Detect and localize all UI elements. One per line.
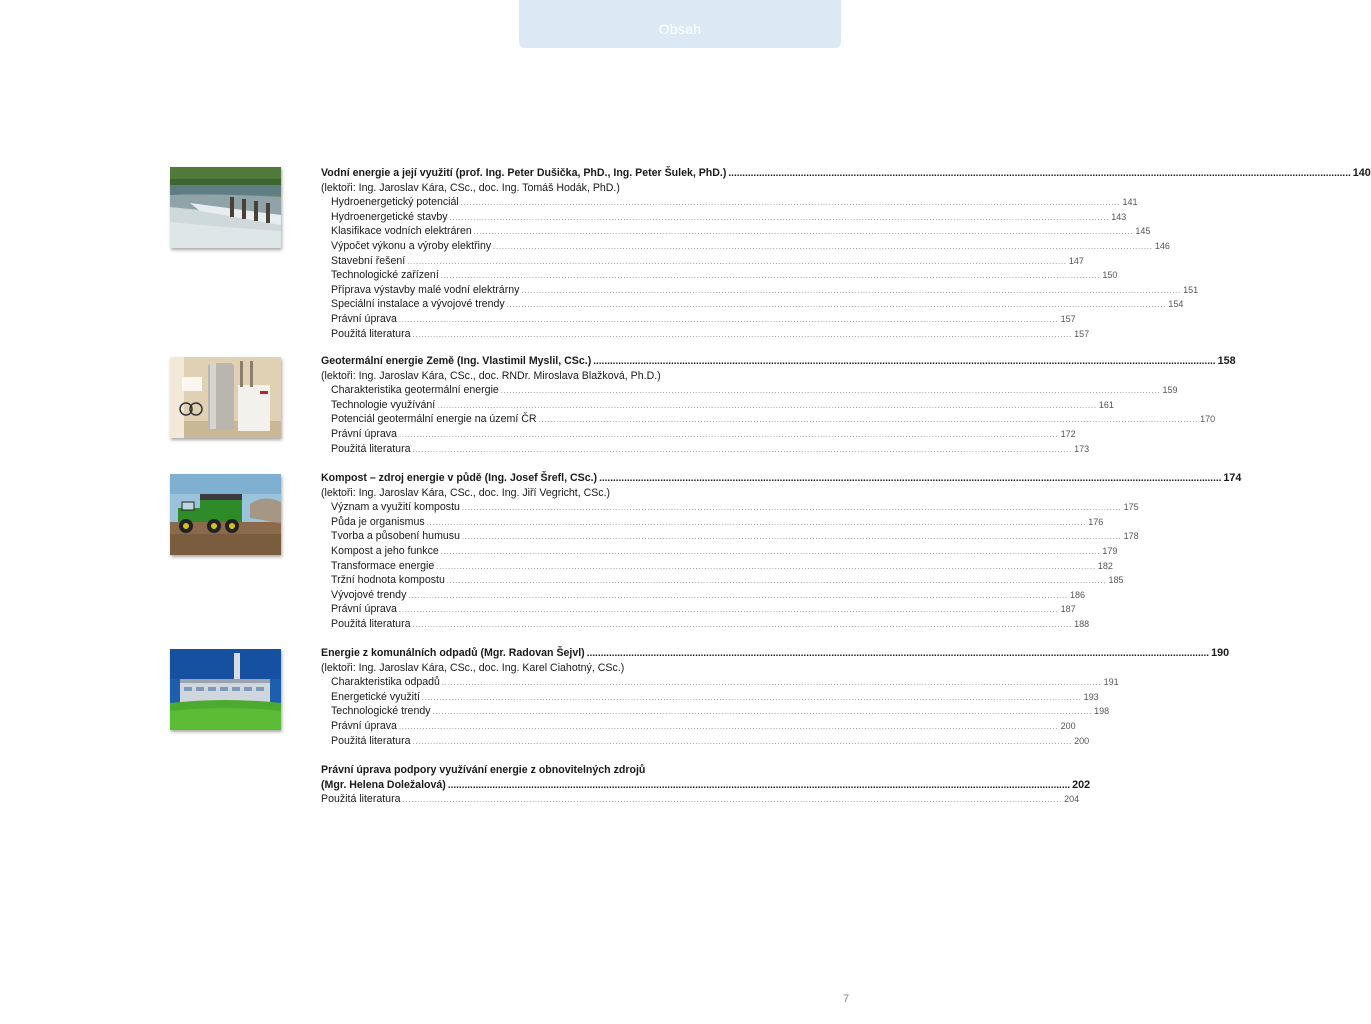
toc-item-label: Význam a využití kompostu (331, 501, 460, 514)
heat-pump-photo (170, 357, 281, 438)
toc-item-page: 141 (1122, 197, 1138, 208)
toc-item-page: 185 (1108, 575, 1124, 586)
incinerator-plant-photo (170, 649, 281, 730)
dot-leader: ................................................................................................................................................................................................................................ (421, 694, 1082, 702)
toc-entries (321, 354, 1236, 456)
header-tab (519, 0, 841, 48)
toc-item-label: Hydroenergetický potenciál (331, 196, 459, 209)
dot-leader: ................................................................................................................................................................................................................................ (440, 548, 1101, 556)
dot-leader: ................................................................................................................................................................................................................................ (521, 287, 1182, 295)
toc-item[interactable] (321, 704, 1110, 719)
toc-item-page: 200 (1074, 735, 1090, 746)
toc-item[interactable] (321, 675, 1119, 690)
toc-item[interactable] (321, 210, 1127, 225)
section-title-line2: (Mgr. Helena Doležalová) (321, 778, 446, 791)
section-lectors: (lektoři: Ing. Jaroslav Kára, CSc., doc. Ing. Karel Ciahotný, CSc.) (321, 661, 625, 674)
dot-leader: ................................................................................................................................................................................................................................ (412, 446, 1073, 454)
toc-item[interactable] (321, 239, 1170, 254)
dot-leader: ................................................................................................................................................................................................................................ (500, 388, 1161, 396)
toc-item-page: 146 (1154, 240, 1170, 251)
dot-leader: ................................................................................................................................................................................................................................ (493, 243, 1153, 251)
dot-leader: ................................................................................................................................................................................................................................ (426, 519, 1087, 527)
toc-item-page: 157 (1074, 328, 1090, 339)
toc-item[interactable] (321, 254, 1084, 269)
toc-entries (321, 166, 1371, 341)
toc-item-page: 159 (1162, 385, 1178, 396)
toc-item-page: 198 (1094, 706, 1110, 717)
toc-item-page: 170 (1200, 414, 1216, 425)
section-title-row[interactable] (321, 354, 1236, 369)
toc-item-label: Půda je organismus (331, 515, 425, 528)
toc-item-label: Technologické trendy (331, 705, 431, 718)
toc-item-label: Transformace energie (331, 559, 435, 572)
toc-item-label: Použitá literatura (331, 617, 411, 630)
dot-leader: ................................................................................................................................................................................................................................ (506, 302, 1167, 310)
toc-item-label: Energetické využití (331, 690, 420, 703)
dot-leader: ................................................................................................................................................................................................................................ (412, 738, 1073, 746)
toc-item[interactable] (321, 559, 1113, 574)
toc-entries (321, 763, 1091, 807)
dot-leader: ................................................................................................................................................................................................................................ (440, 273, 1101, 281)
toc-item-label: Technologické zařízení (331, 269, 439, 282)
toc-item[interactable] (321, 427, 1076, 442)
toc-item-page: 188 (1074, 618, 1090, 629)
toc-item-label: Použitá literatura (331, 327, 411, 340)
toc-item-label: Tržní hodnota kompostu (331, 574, 445, 587)
page-number: 7 (843, 993, 850, 1005)
dot-leader: ................................................................................................................................................................................................................................ (407, 258, 1067, 266)
toc-item-label: Výpočet výkonu a výroby elektřiny (331, 239, 492, 252)
toc-item[interactable] (321, 588, 1086, 603)
dot-leader: ................................................................................................................................................................................................................................ (436, 563, 1096, 571)
tractor-spreader-photo (170, 474, 281, 555)
toc-item[interactable] (321, 544, 1118, 559)
dot-leader: ................................................................................................................................................................................................................................ (437, 402, 1097, 410)
toc-item[interactable] (321, 719, 1076, 734)
toc-item[interactable] (321, 602, 1076, 617)
toc-item[interactable] (321, 617, 1090, 632)
dot-leader: ................................................................................................................................................................................................................................ (461, 505, 1122, 513)
toc-item-label: Právní úprava (331, 312, 397, 325)
toc-item[interactable] (321, 195, 1138, 210)
toc-item-label: Tvorba a působení humusu (331, 530, 460, 543)
toc-item-page: 176 (1088, 516, 1104, 527)
dot-leader: ................................................................................................................................................................................................................................ (402, 797, 1063, 805)
toc-item-label: Technologie využívání (331, 398, 436, 411)
toc-entries (321, 646, 1230, 748)
toc-item[interactable] (321, 224, 1151, 239)
toc-item[interactable] (321, 297, 1184, 312)
section-lectors: (lektoři: Ing. Jaroslav Kára, CSc., doc. RNDr. Miroslava Blažková, Ph.D.) (321, 369, 661, 382)
toc-item-label: Stavební řešení (331, 254, 406, 267)
section-title-row[interactable] (321, 646, 1230, 661)
toc-item-page: 191 (1103, 677, 1119, 688)
toc-item[interactable] (321, 268, 1118, 283)
toc-item[interactable] (321, 500, 1139, 515)
section-title: Vodní energie a její využití (prof. Ing. Peter Dušička, PhD., Ing. Peter Šulek, PhD.) (321, 167, 727, 179)
toc-item-page: 193 (1083, 691, 1099, 702)
toc-item-page: 173 (1074, 443, 1090, 454)
section-title-row[interactable] (321, 763, 836, 778)
section-page: 190 (1211, 647, 1230, 659)
dot-leader: ................................................................................................................................................................................................................................ (408, 592, 1069, 600)
section-title-row[interactable] (321, 166, 1371, 181)
dot-leader: ................................................................................................................................................................................................................................ (473, 229, 1134, 237)
dot-leader: ................................................................................................................................................................................................................................ (441, 680, 1102, 688)
dot-leader: ................................................................................................................................................................................................................................ (538, 417, 1199, 425)
dot-leader: ................................................................................................................................................................................................................................ (398, 431, 1059, 439)
dot-leader: ................................................................................................................................................................................................................................ (599, 473, 1222, 484)
toc-item-label: Příprava výstavby malé vodní elektrárny (331, 283, 520, 296)
section-page: 174 (1223, 472, 1242, 484)
toc-item-page: 161 (1098, 399, 1114, 410)
toc-item[interactable] (321, 398, 1114, 413)
dot-leader: ................................................................................................................................................................................................................................ (461, 534, 1122, 542)
section-title-row[interactable] (321, 471, 1242, 486)
toc-item[interactable] (321, 573, 1124, 588)
section-title: Geotermální energie Země (Ing. Vlastimil Myslil, CSc.) (321, 355, 592, 367)
toc-item-page: 172 (1060, 428, 1076, 439)
section-title-line1: Právní úprava podpory využívání energie z obnovitelných zdrojů (321, 764, 646, 776)
toc-item[interactable] (321, 529, 1139, 544)
toc-item[interactable] (321, 734, 1090, 749)
toc-item-label: Charakteristika odpadů (331, 676, 440, 689)
toc-item-label: Kompost a jeho funkce (331, 544, 439, 557)
toc-item-label: Právní úprava (331, 427, 397, 440)
toc-item[interactable] (321, 442, 1090, 457)
toc-item-page: 186 (1070, 589, 1086, 600)
toc-item-label: Potenciál geotermální energie na území ČR (331, 413, 537, 426)
header-tab-label: Obsah (658, 21, 702, 37)
toc-item-label: Vývojové trendy (331, 588, 407, 601)
section-title-row[interactable] (321, 778, 1091, 793)
toc-item-page: 182 (1097, 560, 1113, 571)
toc-entries (321, 471, 1242, 632)
toc-item[interactable] (321, 383, 1178, 398)
dot-leader: ................................................................................................................................................................................................................................ (412, 621, 1073, 629)
toc-item-label: Klasifikace vodních elektráren (331, 225, 472, 238)
toc-item-page: 151 (1183, 284, 1199, 295)
section-page: 158 (1217, 355, 1236, 367)
dot-leader: ................................................................................................................................................................................................................................ (412, 331, 1073, 339)
dot-leader: ................................................................................................................................................................................................................................ (398, 723, 1059, 731)
dot-leader: ................................................................................................................................................................................................................................ (398, 607, 1059, 615)
toc-item-page: 187 (1060, 604, 1076, 615)
toc-item[interactable] (321, 312, 1076, 327)
dot-leader: ................................................................................................................................................................................................................................ (432, 709, 1093, 717)
toc-item[interactable] (321, 515, 1104, 530)
section-page: 202 (1072, 778, 1091, 791)
dot-leader: ................................................................................................................................................................................................................................ (460, 200, 1121, 208)
toc-item-label: Použitá literatura (331, 734, 411, 747)
toc-item-page: 157 (1060, 313, 1076, 324)
toc-item-page: 150 (1102, 270, 1118, 281)
toc-item-page: 179 (1102, 545, 1118, 556)
dot-leader: ................................................................................................................................................................................................................................ (586, 648, 1210, 659)
dot-leader: ................................................................................................................................................................................................................................ (728, 168, 1351, 179)
dot-leader: ................................................................................................................................................................................................................................ (446, 578, 1107, 586)
dot-leader: ................................................................................................................................................................................................................................ (447, 779, 1071, 791)
toc-item-page: 204 (1064, 794, 1080, 805)
section-title: Kompost – zdroj energie v půdě (Ing. Josef Šrefl, CSc.) (321, 472, 598, 484)
toc-item-label: Právní úprava (331, 719, 397, 732)
toc-item-label: Charakteristika geotermální energie (331, 384, 499, 397)
toc-item-label: Hydroenergetické stavby (331, 210, 448, 223)
dot-leader: ................................................................................................................................................................................................................................ (449, 214, 1110, 222)
toc-item-label: Právní úprava (331, 603, 397, 616)
toc-item-page: 147 (1068, 255, 1084, 266)
toc-item-page: 145 (1135, 226, 1151, 237)
toc-item-label: Speciální instalace a vývojové trendy (331, 298, 505, 311)
dot-leader: ................................................................................................................................................................................................................................ (593, 356, 1216, 367)
toc-item[interactable] (321, 792, 1080, 807)
toc-item-page: 143 (1111, 211, 1127, 222)
toc-item-page: 178 (1123, 531, 1139, 542)
toc-item[interactable] (321, 690, 1099, 705)
water-weir-photo (170, 167, 281, 248)
section-title: Energie z komunálních odpadů (Mgr. Radovan Šejvl) (321, 647, 585, 659)
toc-item-label: Použitá literatura (321, 793, 401, 806)
section-lectors: (lektoři: Ing. Jaroslav Kára, CSc., doc. Ing. Tomáš Hodák, PhD.) (321, 181, 620, 194)
toc-item-page: 200 (1060, 720, 1076, 731)
toc-item[interactable] (321, 412, 1216, 427)
toc-item-label: Použitá literatura (331, 442, 411, 455)
toc-item[interactable] (321, 327, 1090, 342)
section-page: 140 (1352, 167, 1371, 179)
toc-item-page: 154 (1168, 299, 1184, 310)
section-lectors: (lektoři: Ing. Jaroslav Kára, CSc., doc. Ing. Jiří Vegricht, CSc.) (321, 486, 611, 499)
toc-item[interactable] (321, 283, 1199, 298)
dot-leader: ................................................................................................................................................................................................................................ (398, 316, 1059, 324)
toc-item-page: 175 (1123, 502, 1139, 513)
